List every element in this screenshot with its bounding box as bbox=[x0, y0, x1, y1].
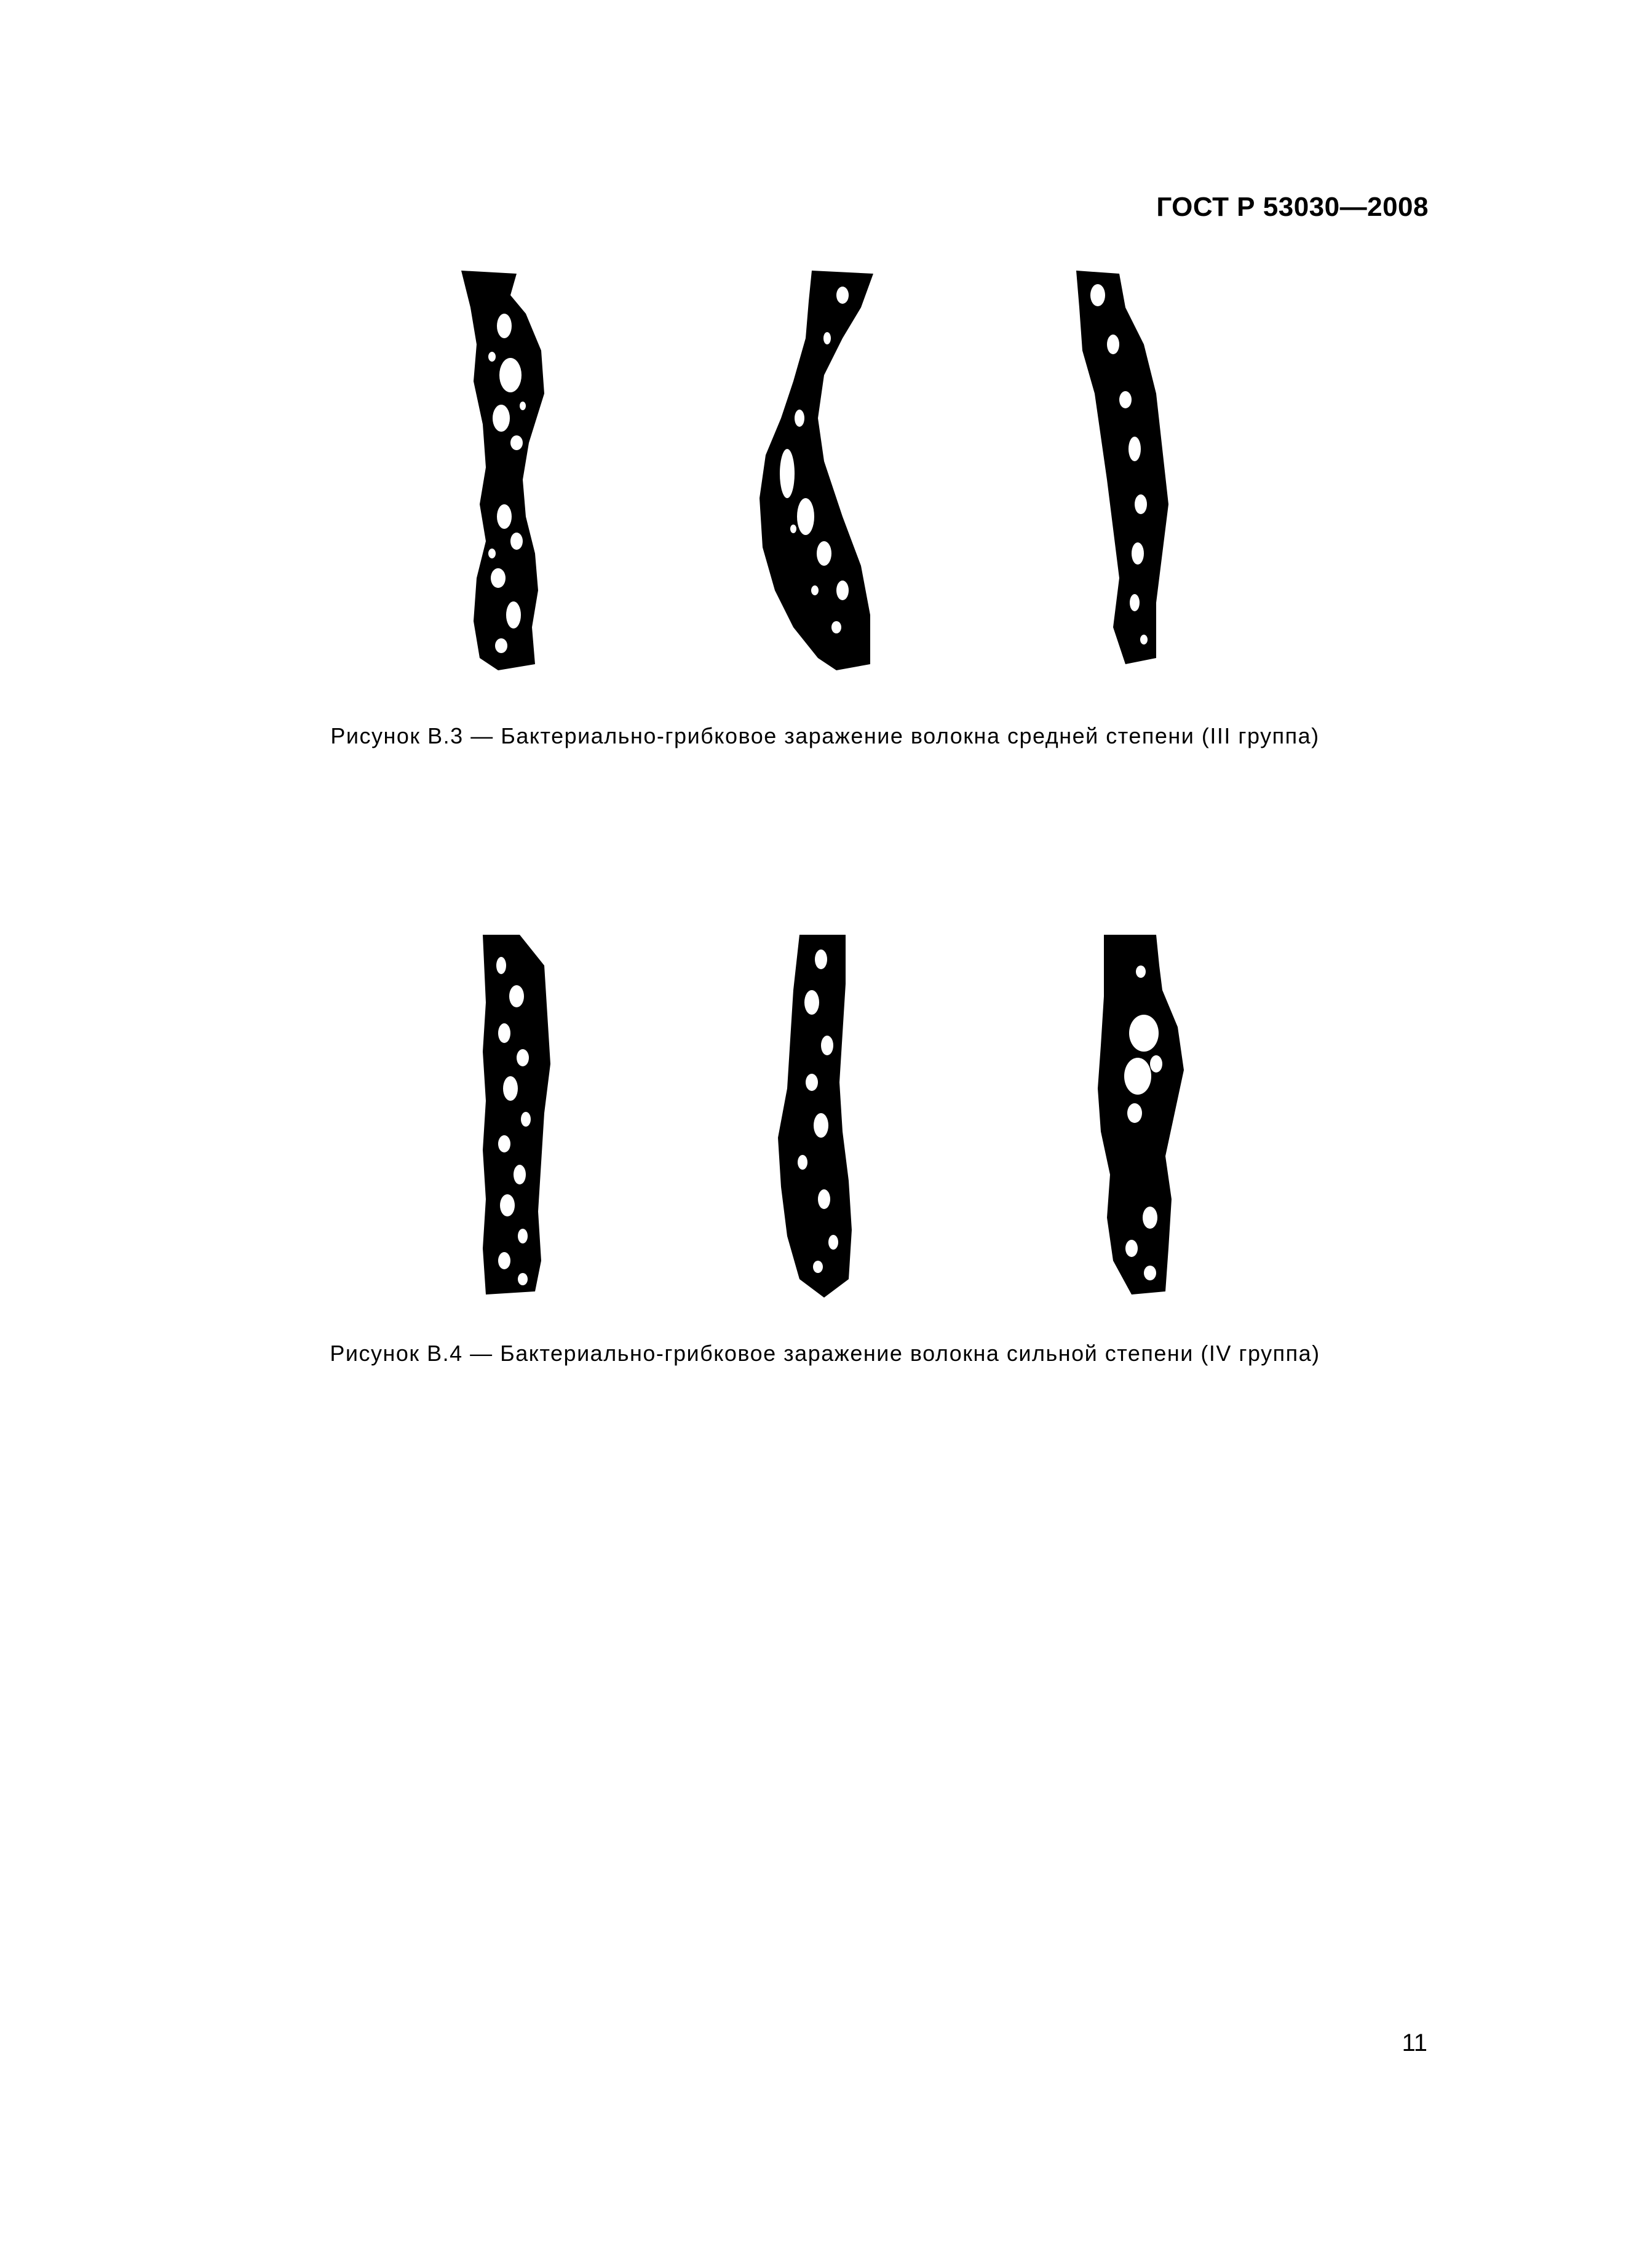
page-number: 11 bbox=[1402, 2029, 1427, 2056]
document-code-header: ГОСТ Р 53030—2008 bbox=[1156, 192, 1429, 222]
fiber-2 bbox=[760, 271, 873, 670]
fiber-3 bbox=[1076, 271, 1168, 664]
figure-b3-caption: Рисунок В.3 — Бактериально-грибковое заражение волокна средней степени (III группа) bbox=[330, 723, 1320, 748]
fiber-1 bbox=[461, 271, 544, 670]
figure-b4-caption: Рисунок В.4 — Бактериально-грибковое заражение волокна сильной степени (IV группа) bbox=[330, 1341, 1320, 1366]
fiber-6 bbox=[1098, 935, 1184, 1295]
fiber-4 bbox=[483, 935, 550, 1295]
figure-b4-image bbox=[418, 929, 1236, 1310]
figure-b3-image bbox=[418, 258, 1236, 689]
fiber-5 bbox=[778, 935, 852, 1298]
